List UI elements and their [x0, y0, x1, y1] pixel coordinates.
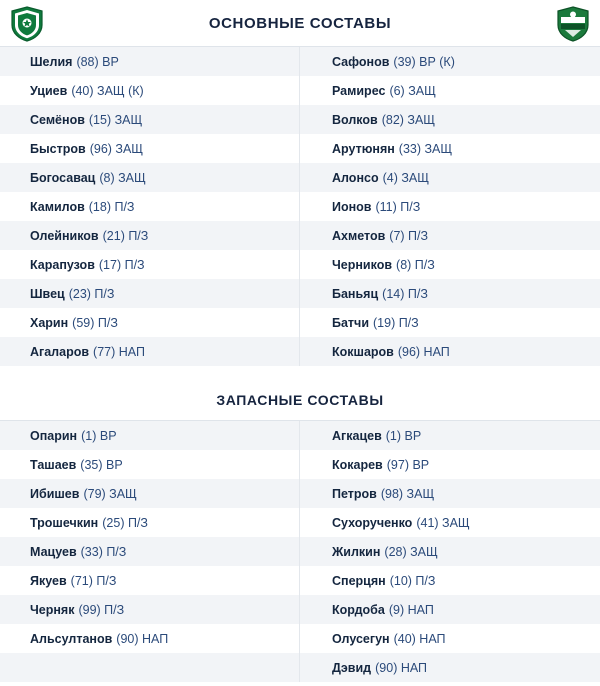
list-item[interactable]: [0, 421, 299, 450]
player-name: Ионов: [332, 199, 372, 214]
player-name: Сухорученко: [332, 515, 413, 530]
player-meta: (40) НАП: [393, 631, 446, 646]
player-meta: (96) НАП: [397, 344, 450, 359]
player-meta: (23) П/З: [68, 286, 115, 301]
list-item[interactable]: [0, 250, 299, 279]
list-item[interactable]: [0, 537, 299, 566]
player-name: Дэвид: [332, 660, 372, 675]
player-meta: (77) НАП: [93, 344, 145, 359]
player-name: Уциев: [30, 83, 68, 98]
player-name: Петров: [332, 486, 377, 501]
list-item[interactable]: [300, 624, 600, 653]
player-name: Алонсо: [332, 170, 379, 185]
player-meta: (41) ЗАЩ: [416, 515, 470, 530]
player-name: Камилов: [30, 199, 85, 214]
list-item[interactable]: [0, 624, 299, 653]
list-item[interactable]: [300, 47, 600, 76]
player-name: Черников: [332, 257, 393, 272]
page-title: ОСНОВНЫЕ СОСТАВЫ: [208, 14, 392, 32]
list-item[interactable]: [300, 566, 600, 595]
list-item[interactable]: [300, 479, 600, 508]
player-name: Трошечкин: [30, 515, 99, 530]
player-name: Опарин: [30, 428, 78, 443]
player-meta: (79) ЗАЩ: [83, 486, 137, 501]
list-item[interactable]: [0, 508, 299, 537]
player-meta: (90) НАП: [375, 660, 428, 675]
section-divider: [0, 366, 600, 380]
list-item[interactable]: [300, 134, 600, 163]
player-name: Быстров: [30, 141, 86, 156]
player-name: Баньяц: [332, 286, 379, 301]
player-name: Арутюнян: [332, 141, 395, 156]
list-item[interactable]: [300, 163, 600, 192]
player-meta: (19) П/З: [373, 315, 419, 330]
player-meta: (98) ЗАЩ: [380, 486, 435, 501]
player-name: Ташаев: [30, 457, 77, 472]
player-meta: (28) ЗАЩ: [384, 544, 438, 559]
list-item[interactable]: [300, 279, 600, 308]
list-item[interactable]: [300, 192, 600, 221]
player-name: Волков: [332, 112, 378, 127]
list-item[interactable]: [0, 279, 299, 308]
player-name: Кокарев: [332, 457, 383, 472]
player-meta: (82) ЗАЩ: [381, 112, 436, 127]
player-name: Сафонов: [332, 54, 390, 69]
player-meta: (9) НАП: [388, 602, 434, 617]
list-item[interactable]: [300, 76, 600, 105]
list-item[interactable]: [300, 308, 600, 337]
substitutes-header: [0, 380, 600, 421]
player-meta: (14) П/З: [382, 286, 428, 301]
player-name: Альсултанов: [30, 631, 113, 646]
player-name: Черняк: [30, 602, 75, 617]
player-name: Олейников: [30, 228, 99, 243]
akhmat-crest-icon: [8, 5, 46, 43]
list-item[interactable]: [0, 134, 299, 163]
player-meta: (15) ЗАЩ: [88, 112, 143, 127]
list-item[interactable]: [0, 337, 299, 366]
player-meta: (18) П/З: [88, 199, 135, 214]
list-item[interactable]: [300, 450, 600, 479]
player-meta: (35) ВР: [80, 457, 123, 472]
list-item[interactable]: [0, 450, 299, 479]
player-meta: (39) ВР (К): [393, 54, 455, 69]
player-meta: (88) ВР: [76, 54, 119, 69]
list-item[interactable]: [0, 308, 299, 337]
player-meta: (90) НАП: [116, 631, 169, 646]
list-item[interactable]: [0, 479, 299, 508]
starting-lineups-table: [0, 47, 600, 366]
player-meta: (6) ЗАЩ: [389, 83, 436, 98]
player-name: Харин: [30, 315, 69, 330]
list-item[interactable]: [300, 337, 600, 366]
player-name: Агкацев: [332, 428, 382, 443]
player-name: Мацуев: [30, 544, 77, 559]
player-meta: (25) П/З: [102, 515, 148, 530]
list-item-empty: [0, 653, 299, 682]
starting-lineups-header: [0, 0, 600, 47]
player-meta: (1) ВР: [81, 428, 117, 443]
player-meta: (8) П/З: [396, 257, 435, 272]
list-item[interactable]: [0, 76, 299, 105]
player-name: Жилкин: [332, 544, 381, 559]
list-item[interactable]: [300, 105, 600, 134]
list-item[interactable]: [0, 566, 299, 595]
player-meta: (21) П/З: [102, 228, 149, 243]
player-name: Семёнов: [30, 112, 85, 127]
player-meta: (99) П/З: [78, 602, 125, 617]
player-meta: (40) ЗАЩ (К): [71, 83, 144, 98]
substitutes-title: ЗАПАСНЫЕ СОСТАВЫ: [216, 392, 384, 408]
player-meta: (4) ЗАЩ: [382, 170, 429, 185]
list-item[interactable]: [300, 653, 600, 682]
player-meta: (97) ВР: [386, 457, 430, 472]
list-item[interactable]: [0, 47, 299, 76]
player-name: Агаларов: [30, 344, 90, 359]
list-item[interactable]: [300, 508, 600, 537]
player-name: Швец: [30, 286, 65, 301]
player-name: Шелия: [30, 54, 73, 69]
list-item[interactable]: [300, 595, 600, 624]
player-meta: (1) ВР: [385, 428, 422, 443]
list-item[interactable]: [300, 421, 600, 450]
list-item[interactable]: [300, 250, 600, 279]
player-name: Рамирес: [332, 83, 386, 98]
home-substitutes-column: [0, 421, 300, 682]
player-name: Сперцян: [332, 573, 386, 588]
player-meta: (10) П/З: [389, 573, 436, 588]
player-meta: (17) П/З: [98, 257, 145, 272]
krasnodar-crest-icon: [554, 5, 592, 43]
player-name: Ибишев: [30, 486, 80, 501]
list-item[interactable]: [0, 221, 299, 250]
player-name: Батчи: [332, 315, 369, 330]
player-meta: (33) ЗАЩ: [398, 141, 453, 156]
player-meta: (11) П/З: [375, 199, 421, 214]
home-starting-column: [0, 47, 300, 366]
bottom-spacer: [0, 682, 600, 686]
player-name: Якуев: [30, 573, 67, 588]
list-item[interactable]: [0, 105, 299, 134]
away-starting-column: [300, 47, 600, 366]
player-name: Ахметов: [332, 228, 386, 243]
player-meta: (7) П/З: [389, 228, 429, 243]
substitutes-table: [0, 421, 600, 682]
player-meta: (59) П/З: [72, 315, 118, 330]
player-name: Богосавац: [30, 170, 96, 185]
player-meta: (33) П/З: [80, 544, 127, 559]
list-item[interactable]: [300, 221, 600, 250]
player-meta: (96) ЗАЩ: [89, 141, 144, 156]
away-substitutes-column: [300, 421, 600, 682]
list-item[interactable]: [0, 163, 299, 192]
list-item[interactable]: [300, 537, 600, 566]
player-name: Кокшаров: [332, 344, 394, 359]
player-meta: (71) П/З: [70, 573, 117, 588]
player-name: Кордоба: [332, 602, 385, 617]
player-name: Олусегун: [332, 631, 390, 646]
player-name: Карапузов: [30, 257, 95, 272]
player-meta: (8) ЗАЩ: [99, 170, 146, 185]
list-item[interactable]: [0, 192, 299, 221]
list-item[interactable]: [0, 595, 299, 624]
